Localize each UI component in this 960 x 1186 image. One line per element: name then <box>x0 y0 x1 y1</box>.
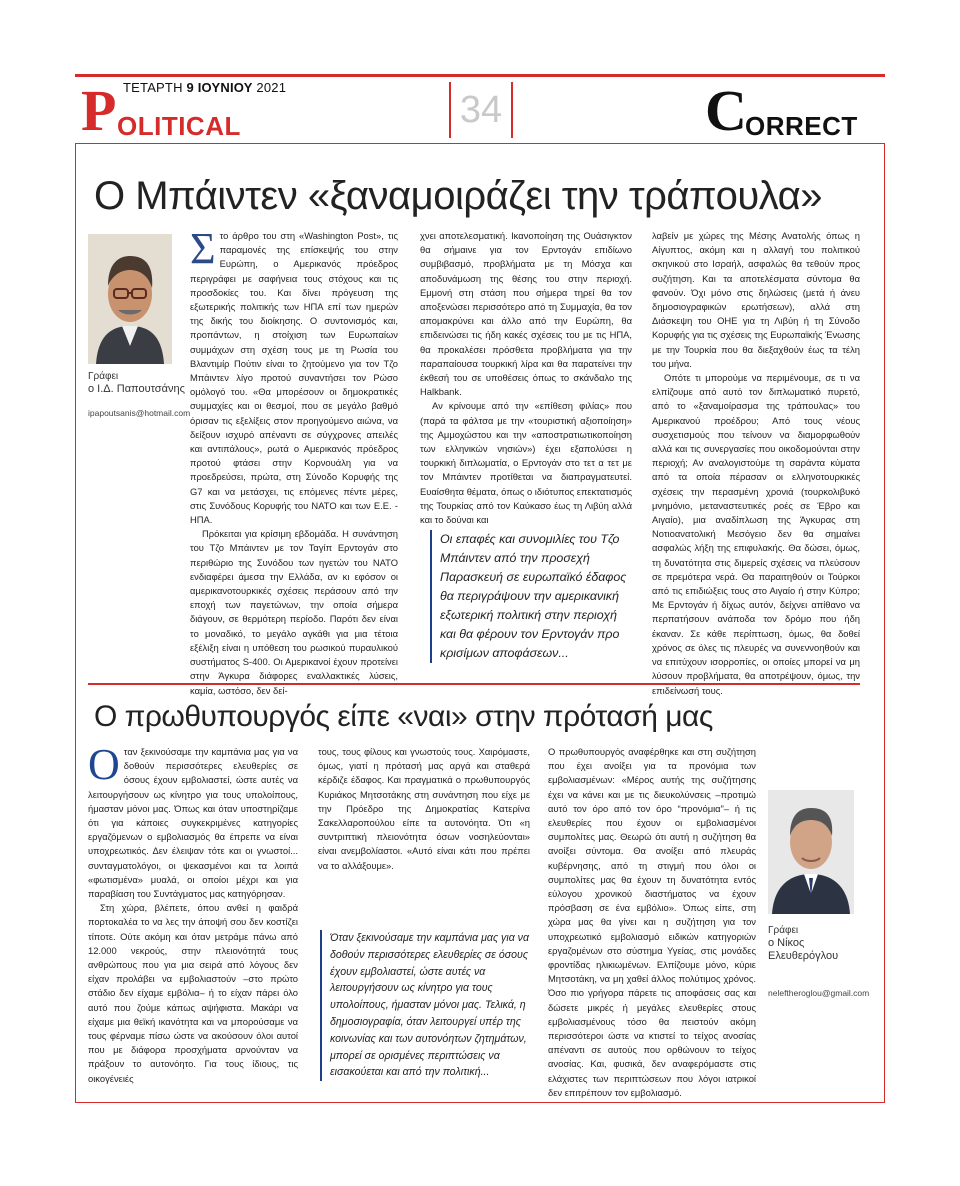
article1-paragraph: Πρόκειται για κρίσιμη εβδομάδα. Η συνάντηση του Τζο Μπάιντεν με τον Ταγίπ Ερντογάν στο περιθώριο της Συνόδου των ηγετών του ΝΑΤΟ ενδιαφέρει άμεσα την Ελλάδα, αν κι εφόσον οι αμερικανοτουρκικές σχέσεις περάσουν από την εποχή των παγετώνων, την οποία σήμερα διάγουν, σε θερμότερη περίοδο. Παρότι δεν είναι το μοναδικό, το μεγάλο αγκάθι για μια τέτοια εξέλιξη είναι η υπόθεση του ρωσικού πυραυλικού συστήματος S-400. Οι Αμερικανοί έχουν προτείνει στην Άγκυρα διάφορες εναλλακτικές λύσεις, καμία, ωστόσο, δεν δεί- <box>190 528 398 696</box>
issue-date <box>123 80 286 95</box>
article2-column-2 <box>318 745 530 885</box>
page-header <box>75 72 885 142</box>
author2-portrait-icon <box>768 790 854 914</box>
article2-paragraph: Ο πρωθυπουργός αναφέρθηκε και στη συζήτηση που έχει ανοίξει για τα προνόμια των εμβολιασμένων: «Μέρος αυτής της συζήτησης έχει να κάνει και με τις διευκολύνσεις –προτιμώ αυτό τον όρο από τον όρο “προνόμια”– ή τις ελευθερίες που έχουν οι εμβολιασμένοι συμπολίτες μας. Θεωρώ ότι αυτή η συζήτηση θα ανοίξει σύντομα. Θα ανοίξει από πλευράς κυβέρνησης, από τη στιγμή που όλοι οι συμπολίτες μας θα έχουν τη δυνατότητα εντός εύλογου χρονικού διαστήματος να έχουν πρόσβαση σε ένα εμβόλιο». Όπως είπε, στη χώρα μας θα γίνει και η συζήτηση για τον υποχρεωτικό εμβολιασμό ειδικών κατηγοριών εργαζομένων στο σύστημα Υγείας, στις μονάδες φροντίδας ηλικιωμένων. Ελπίζουμε μόνο, κύριε Μητσοτάκη, να μη χαθεί άλλος πολύτιμος χρόνος. Όσο πιο γρήγορα πάρετε τις αποφάσεις σας και δώσετε μικρές ή μεγάλες ελευθερίες στους εμβολιασμένους τόσο θα πειστούν ακόμη περισσότεροι ώστε να κτιστεί το τείχος ανοσίας απέναντι σε αυτούς που ορθώνουν το τείχος ανοσίας. Και, φυσικά, δεν αναφερόμαστε στις ελάχιστες των περιπτώσεων που λόγοι ιατρικοί δεν επιτρέπουν τον εμβολιασμό. <box>548 746 756 1098</box>
article1-column-3 <box>652 229 860 696</box>
date-year: 2021 <box>252 80 287 95</box>
article-divider <box>88 683 860 685</box>
article1-paragraph <box>190 224 398 527</box>
author2-email: neleftheroglou@gmail.com <box>768 988 870 998</box>
author2-photo <box>768 790 854 914</box>
author1-photo <box>88 234 172 364</box>
article1-paragraph: λαβείν με χώρες της Μέσης Ανατολής όπως η Αίγυπτος, ακόμη και η αλλαγή του πολιτικού σκηνικού στο Ισραήλ, ασφαλώς θα τεθούν προς συζήτηση. Και τα αποτελέσματα σύντομα θα φανούν. Όχι μόνο στις δηλώσεις (μετά ή άνευ δημοσιογραφικών ερωτήσεων), αλλά στη Διάσκεψη του ΟΗΕ για τη Λιβύη ή τη Σύνοδο Κορυφής για τις σχέσεις της Ευρωπαϊκής Ένωσης με την Τουρκία που θα διεξαχθούν έως τα τέλη του μήνα. <box>652 230 860 369</box>
article2-pull-quote: Όταν ξεκινούσαμε την καμπάνια μας για να δοθούν περισσότερες ελευθερίες σε όσους έχουν εμβολιαστεί, ώστε αυτές να λειτουργήσουν ως κίνητρο για τους υπολοίπους, ήμασταν μόνοι μας. Τελικά, η δημοσιογραφία, όταν λειτουργεί υπέρ της κοινωνίας και των αυτονόητων ζητημάτων, μπορεί σε ορισμένες περιπτώσεις να εισακούεται και από την πολιτική... <box>320 930 530 1081</box>
byline-label: Γράφει <box>88 371 119 382</box>
article1-column-2 <box>420 229 632 526</box>
article1-title: Ο Μπάιντεν «ξαναμοιράζει την τράπουλα» <box>94 174 822 218</box>
article1-paragraph: Οπότε τι μπορούμε να περιμένουμε, σε τι να ελπίζουμε από αυτό τον διπλωματικό πυρετό, από το «ξαναμοίρασμα της τράπουλας» του Αμερικανού προέδρου; Από τους νέους συσχετισμούς που τείνουν να διαμορφωθούν αλλά και τις συνεργασίες που οικοδομούνται στην περιοχή; Αν αναλογιστούμε τη σαράντα κύματα από τα οποία πέρασαν οι ελληνοτουρκικές σχέσεις την περασμένη χρονιά (τουρκολιβυκό μνημόνιο, μεταναστευτικές ροές σε Έβρο και Αιγαίο), μια αναδίπλωση της Άγκυρας στη Νοτιοανατολική Μεσόγειο δεν θα σημαίνει ασφαλώς λήξη της επιφυλακής. Θα δώσει, όμως, τη δυνατότητα στις διμερείς σχέσεις να πλεύσουν σε πρεμότερα νερά. Θα παραιτηθούν οι Τούρκοι από τις επιδιώξεις τους στο Αιγαίο ή στην Κύπρο; Με Ερντογάν ή δίχως αυτόν, δείχνει απίθανο να περπατήσουν ανάποδα τον δρόμο που ήδη έκαναν. Σε κάθε περίπτωση, όμως, θα δοθεί χρόνος σε όλες τις πλευρές να συνεννοηθούν και να επιτύχουν ισορροπίες, οι οποίες μπορεί να μη λύσουν προβλήματα, θα αποτρέψουν, όμως, την επιδείνωσή τους. <box>652 372 860 696</box>
logo-cap-c: C <box>705 78 747 143</box>
date-main: 9 ΙΟΥΝΙΟΥ <box>186 80 253 95</box>
author2-byline <box>768 924 868 963</box>
paragraph-text: το άρθρο του στη «Washington Post», τις παραμονές της επίσκεψής του στην Ευρώπη, ο Αμερικανός πρόεδρος περιγράφει με σαφήνεια τους στόχους και τις προσδοκίες του. Και δίνει πρόγευση της εξωτερικής πολιτικής των ΗΠΑ επί των ημερών της δικής του διοίκησης. Ο συντονισμός και, προπάντων, η στοίχιση των Ευρωπαίων συμμάχων στη σχέση τους με τη Ρωσία του Βλαντιμίρ Πούτιν είναι το ζητούμενο για τον Τζο Μπάιντεν λίγο προτού συναντήσει τον Ρώσο ομόλογό του. «Θα μπορέσουν οι δημοκρατικές συμμαχίες και οι θεσμοί, που σε μεγάλο βαθμό όρισαν τις εξελίξεις στον προηγούμενο αιώνα, να δείξουν ισχυρό απέναντι σε σύγχρονες απειλές και αντιπάλους», ρωτά ο Αμερικανός πρόεδρος προτού φτάσει στην Κορνουάλη για να προεδρεύσει, πρώτα, στη Σύνοδο Κορυφής της G7 και να μετάσχει, τις επόμενες πέντε μέρες, στις Συνόδους Κορυφής του ΝΑΤΟ και των Ε.Ε. - ΗΠΑ. <box>190 230 398 526</box>
page-number: 34 <box>449 82 513 138</box>
section-logo-correct <box>705 78 885 143</box>
date-day: ΤΕΤΑΡΤΗ <box>123 80 187 95</box>
article1-column-1 <box>190 224 398 696</box>
article1-paragraph: Αν κρίνουμε από την «επίθεση φιλίας» που (παρά τα φάλτσα με την «τουριστική αξιοποίηση» της Αμμοχώστου και την «αποστρατιωτικοποίηση των ελληνικών νησιών») έχει εξαπολύσει η τουρκική διπλωματία, ο Ερντογάν στο τετ α τετ με τον Μπάιντεν προτίθεται να διαπραγματευτεί. Ευαίσθητα θέματα, όπως ο ιδιότυπος επεκτατισμός της Τουρκίας από τον Καύκασο έως τη Λιβύη αλλά και το δούναι και <box>420 400 632 526</box>
logo-cap-p: P <box>81 78 117 143</box>
author1-email: ipapoutsanis@hotmail.com <box>88 408 191 418</box>
author2-name: ο Νίκος Ελευθερόγλου <box>768 937 839 962</box>
author1-byline <box>88 370 185 396</box>
article1-pull-quote: Οι επαφές και συνομιλίες του Τζο Μπάιντεν από την προσεχή Παρασκευή σε ευρωπαϊκό έδαφος θα περιγράψουν την αμερικανική εξωτερική πολιτική στην περιοχή και θα φέρουν τον Ερντογάν προ κρισίμων αποφάσεων... <box>430 530 630 663</box>
header-rule <box>75 74 885 77</box>
article2-column-1 <box>88 740 298 1095</box>
logo-text-political: OLITICAL <box>117 111 241 141</box>
article2-paragraph <box>88 740 298 901</box>
article2-title: Ο πρωθυπουργός είπε «ναι» στην πρότασή μας <box>94 700 713 733</box>
drop-cap: Σ <box>190 224 216 273</box>
author1-name: ο Ι.Δ. Παπουτσάνης <box>88 383 185 395</box>
byline-label: Γράφει <box>768 925 799 936</box>
logo-text-correct: ORRECT <box>745 111 858 141</box>
article2-column-3 <box>548 745 756 1098</box>
article2-paragraph: τους, τους φίλους και γνωστούς τους. Χαιρόμαστε, όμως, γιατί η πρότασή μας αργά και σταθερά κέρδιζε έδαφος. Και πραγματικά ο πρωθυπουργός Κυριάκος Μητσοτάκης στη συνάντηση που είχε με την Πρόεδρο της Δημοκρατίας Κατερίνα Σακελλαροπούλου είπε τα αυτονόητα. Ότι «η συντριπτική πλειονότητα όσων νοσηλεύονται» είναι ανεμβολίαστοι. «Αυτό είναι κάτι που πρέπει να το αλλάξουμε». <box>318 746 530 871</box>
drop-cap: Ο <box>88 740 120 789</box>
paragraph-text: ταν ξεκινούσαμε την καμπάνια μας για να δοθούν περισσότερες ελευθερίες σε όσους έχουν εμβολιαστεί, ώστε αυτές να λειτουργήσουν ως κίνητρο για τους υπολοίπους, ήμασταν μόνοι μας. Όπως και όταν υποστηρίζαμε ότι για κάποιες συγκεκριμένες κατηγορίες εργαζόμενων ο εμβολιασμός θα έπρεπε να είναι υποχρεωτικός. Δεν έλειψαν τότε και οι γνωστοί... συνταγματολόγοι, οι ψεκασμένοι και τα λοιπά «φωτισμένα» μυαλά, οι οποίοι μέχρι και για παραβίαση του Συντάγματος μας κατηγόρησαν. <box>88 746 298 900</box>
author1-portrait-icon <box>88 234 172 364</box>
article2-paragraph: Στη χώρα, βλέπετε, όπου ανθεί η φαιδρά πορτοκαλέα το να λες την άποψή σου δεν κοστίζει τίποτε. Ούτε ακόμη και όταν μετράμε πάνω από 12.000 νεκρούς, στην πλειονότητά τους ανθρώπους που για μια σειρά από λόγους δεν είχαν προλάβει να εμβολιαστούν –στο πρώτο στάδιο δεν είχαμε εμβόλια– ή το είχαν πάρει όλο αυτό που ζούμε κάπως αψήφιστα. Μακάρι να είχαμε μια θεϊκή ικανότητα και να μπορούσαμε να τους φέρναμε πίσω ώστε να ακούσουν όλοι αυτοί που με διάφορα προσχήματα αρνούνταν να πράξουν το αυτονόητο. Για τους ίδιους, τις οικογένειές <box>88 902 298 1084</box>
article1-paragraph: χνει αποτελεσματική. Ικανοποίηση της Ουάσιγκτον θα σήμαινε για τον Ερντογάν επιδίωνο συμβιβασμό, προβλήματα με τη Μόσχα και αποδυνάμωση της θέσης του στην περιοχή. Εμμονή στη στάση που σήμερα τηρεί θα τον αποξενώσει περισσότερο από τη Συμμαχία, θα τον απομακρύνει και άλλο από την Ευρώπη, θα επιδεινώσει τις ήδη κακές σχέσεις του με τις ΗΠΑ, θα προκαλέσει πρόσθετα προβλήματα για την παραπαίουσα τουρκική λίρα και θα παρατείνει την έκθεσή του σε υποθέσεις όπως το σκάνδαλο της Halkbank. <box>420 230 632 398</box>
